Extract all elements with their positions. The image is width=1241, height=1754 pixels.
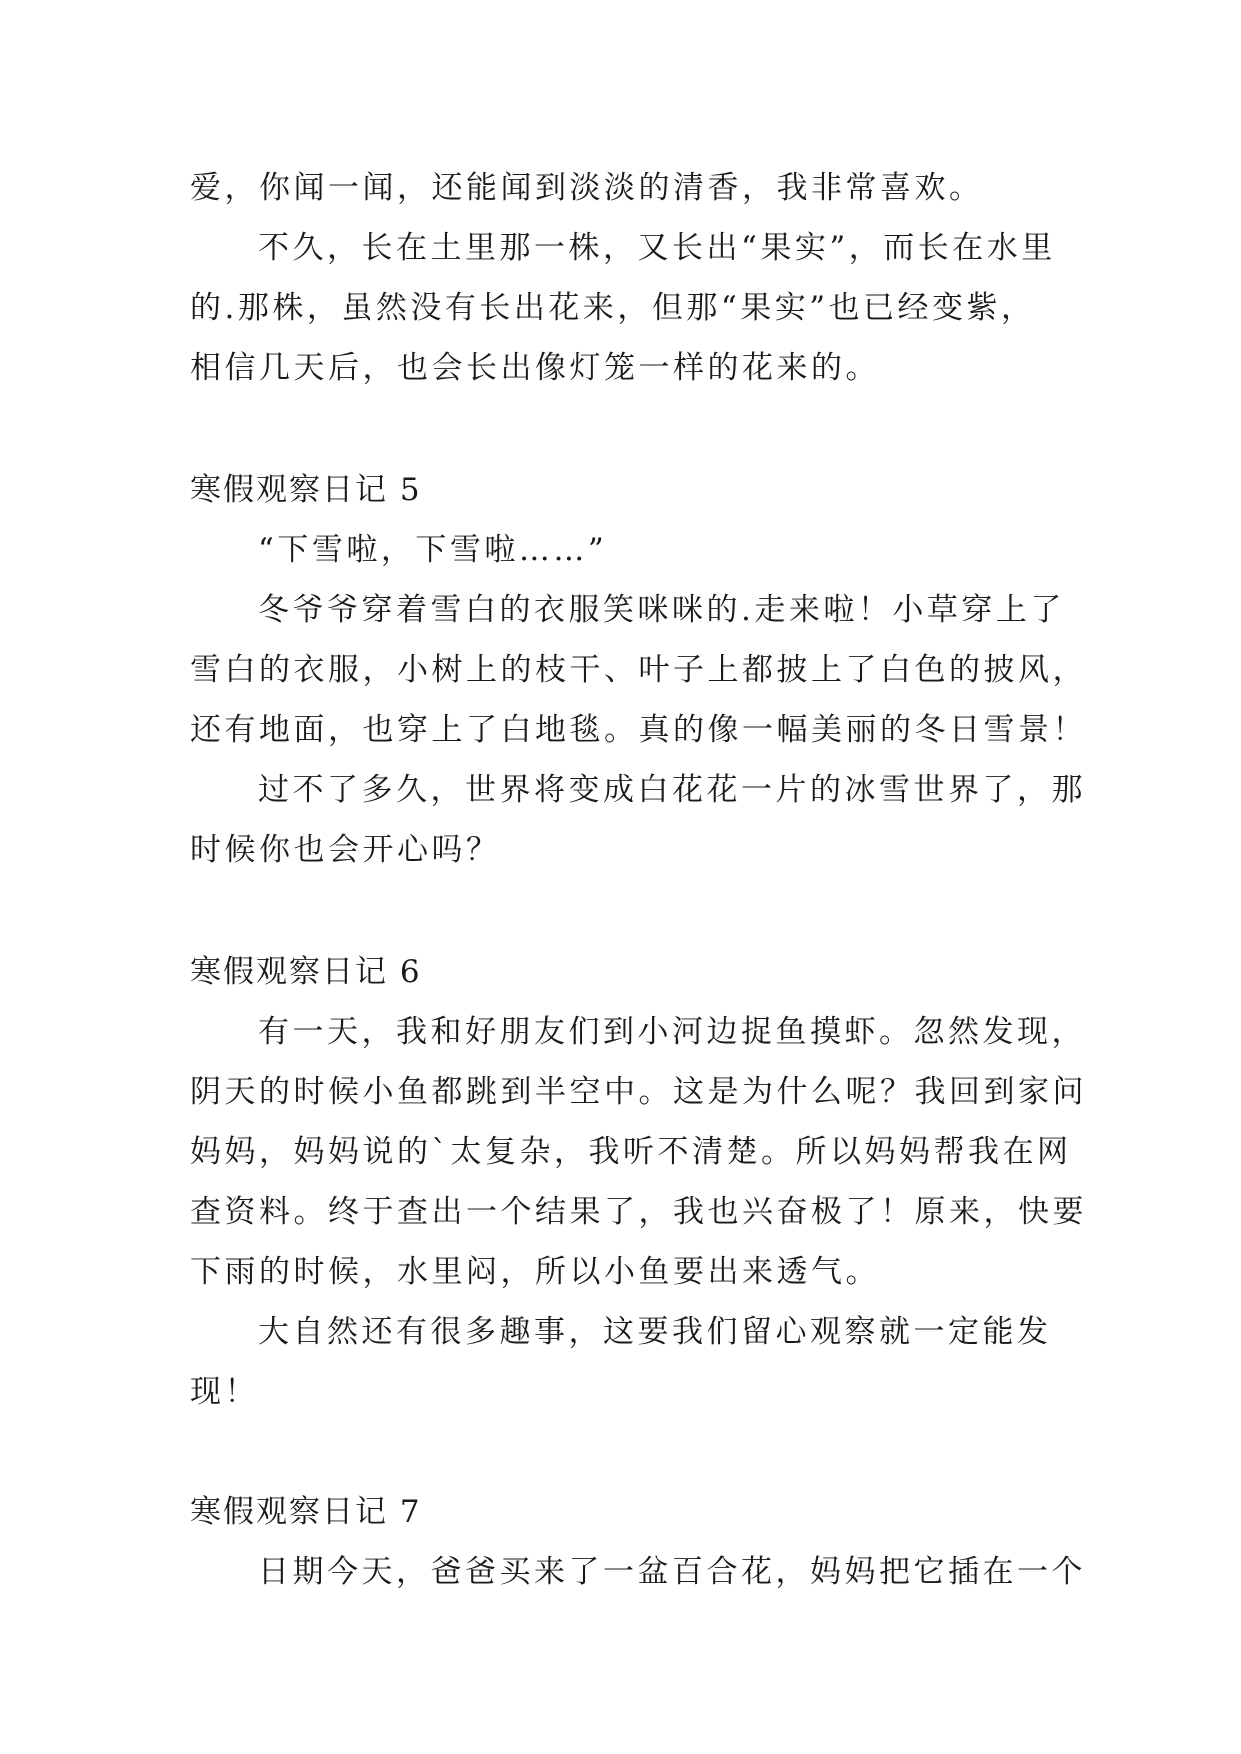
paragraph-line: 爱，你闻一闻，还能闻到淡淡的清香，我非常喜欢。 xyxy=(190,170,984,206)
paragraph-line: 的.那株，虽然没有长出花来，但那“果实”也已经变紫， xyxy=(190,290,1036,326)
paragraph-line: 现！ xyxy=(190,1374,259,1410)
paragraph-line: 还有地面，也穿上了白地毯。真的像一幅美丽的冬日雪景！ xyxy=(190,712,1087,748)
paragraph-line: 不久，长在土里那一株，又长出“果实”，而长在水里 xyxy=(258,230,1056,266)
paragraph-line: 大自然还有很多趣事，这要我们留心观察就一定能发 xyxy=(258,1314,1052,1350)
paragraph-line: 妈妈，妈妈说的`太复杂，我听不清楚。所以妈妈帮我在网 xyxy=(190,1134,1072,1170)
section-heading: 寒假观察日记 7 xyxy=(190,1494,422,1530)
paragraph-line: 过不了多久，世界将变成白花花一片的冰雪世界了，那 xyxy=(258,772,1086,808)
paragraph-line: 雪白的衣服，小树上的枝干、叶子上都披上了白色的披风， xyxy=(190,652,1087,688)
paragraph-line: 有一天，我和好朋友们到小河边捉鱼摸虾。忽然发现， xyxy=(258,1014,1086,1050)
paragraph-line: 冬爷爷穿着雪白的衣服笑咪咪的.走来啦！小草穿上了 xyxy=(258,592,1065,628)
paragraph-line: 下雨的时候，水里闷，所以小鱼要出来透气。 xyxy=(190,1254,880,1290)
section-heading: 寒假观察日记 5 xyxy=(190,472,422,508)
paragraph-line: 相信几天后，也会长出像灯笼一样的花来的。 xyxy=(190,350,880,386)
paragraph-line: 时候你也会开心吗？ xyxy=(190,832,501,868)
paragraph-line: 阴天的时候小鱼都跳到半空中。这是为什么呢？我回到家问 xyxy=(190,1074,1087,1110)
paragraph-line: “下雪啦，下雪啦……” xyxy=(258,532,608,568)
paragraph-line: 日期今天，爸爸买来了一盆百合花，妈妈把它插在一个 xyxy=(258,1554,1086,1590)
paragraph-line: 查资料。终于查出一个结果了，我也兴奋极了！原来，快要 xyxy=(190,1194,1087,1230)
section-heading: 寒假观察日记 6 xyxy=(190,954,422,990)
